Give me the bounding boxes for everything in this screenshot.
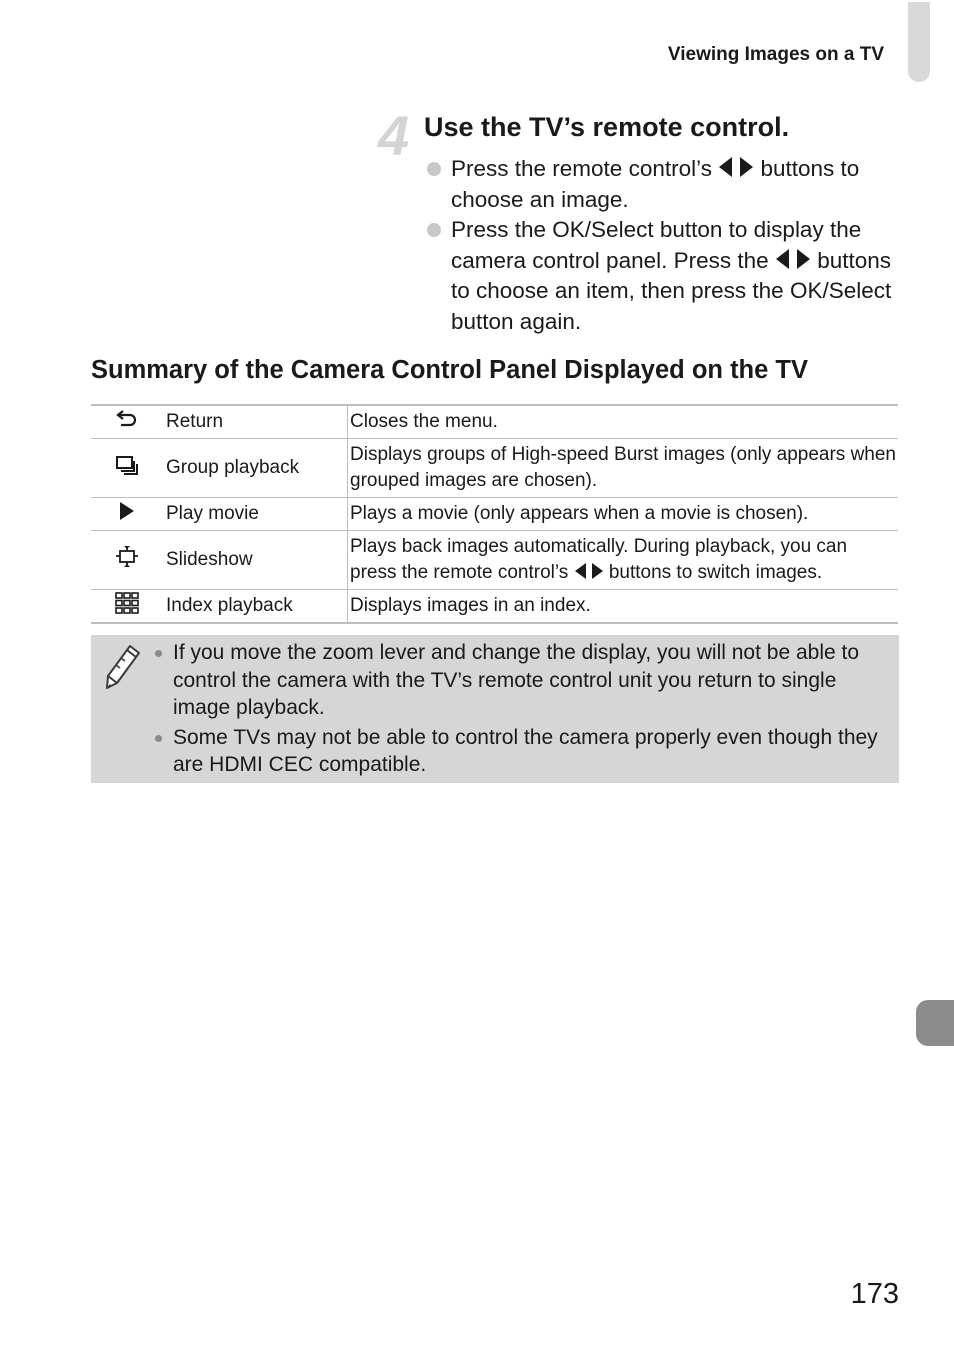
- item-description: Plays back images automatically. During playback, you can press the remote control’s buttons to switch images.: [348, 531, 899, 590]
- item-name: Play movie: [163, 498, 348, 531]
- control-panel-table: [91, 404, 898, 624]
- page-number: 173: [850, 1278, 899, 1310]
- left-right-arrows-icon: [574, 562, 604, 580]
- note-item: If you move the zoom lever and change the display, you will not be able to control the camera with the TV’s remote control unit you return to single image playback.: [153, 639, 893, 722]
- item-name: Group playback: [163, 439, 348, 498]
- note-box: [91, 635, 899, 783]
- item-name: Slideshow: [163, 531, 348, 590]
- table-row: [91, 590, 898, 624]
- item-description: Displays groups of High-speed Burst images (only appears when grouped images are chosen).: [348, 439, 899, 498]
- item-description: Displays images in an index.: [348, 590, 899, 624]
- bullet-item: Press the OK/Select button to display the camera control panel. Press the buttons to choose an item, then press the OK/Select button again.: [424, 215, 900, 337]
- left-right-arrows-icon: [775, 248, 811, 270]
- section-title: Summary of the Camera Control Panel Displayed on the TV: [91, 356, 808, 384]
- table-row: [91, 498, 898, 531]
- table-row: [91, 405, 898, 439]
- note-bullet: [155, 735, 162, 742]
- group-playback-icon: [115, 454, 139, 476]
- bullet-item: Press the remote control’s buttons to choose an image.: [424, 154, 900, 215]
- return-icon: [115, 408, 139, 430]
- bullet-dot: [427, 162, 441, 176]
- table-row: [91, 531, 898, 590]
- item-description: Plays a movie (only appears when a movie is chosen).: [348, 498, 899, 531]
- table-row: [91, 439, 898, 498]
- step-number: 4: [378, 104, 410, 167]
- note-item: Some TVs may not be able to control the camera properly even though they are HDMI CEC compatible.: [153, 724, 893, 779]
- item-description: Closes the menu.: [348, 405, 899, 439]
- step-title: Use the TV’s remote control.: [424, 112, 790, 142]
- play-icon: [115, 500, 139, 522]
- bullet-dot: [427, 223, 441, 237]
- step-bullets: [424, 154, 900, 337]
- pencil-icon: [103, 643, 143, 691]
- chapter-tab-top: [908, 2, 930, 82]
- index-playback-icon: [115, 592, 139, 614]
- item-name: Index playback: [163, 590, 348, 624]
- slideshow-icon: [115, 544, 139, 570]
- item-name: Return: [163, 405, 348, 439]
- note-bullet: [155, 650, 162, 657]
- chapter-tab-side: [916, 1000, 954, 1046]
- left-right-arrows-icon: [718, 156, 754, 178]
- running-header: Viewing Images on a TV: [667, 44, 884, 65]
- note-list: [153, 639, 893, 781]
